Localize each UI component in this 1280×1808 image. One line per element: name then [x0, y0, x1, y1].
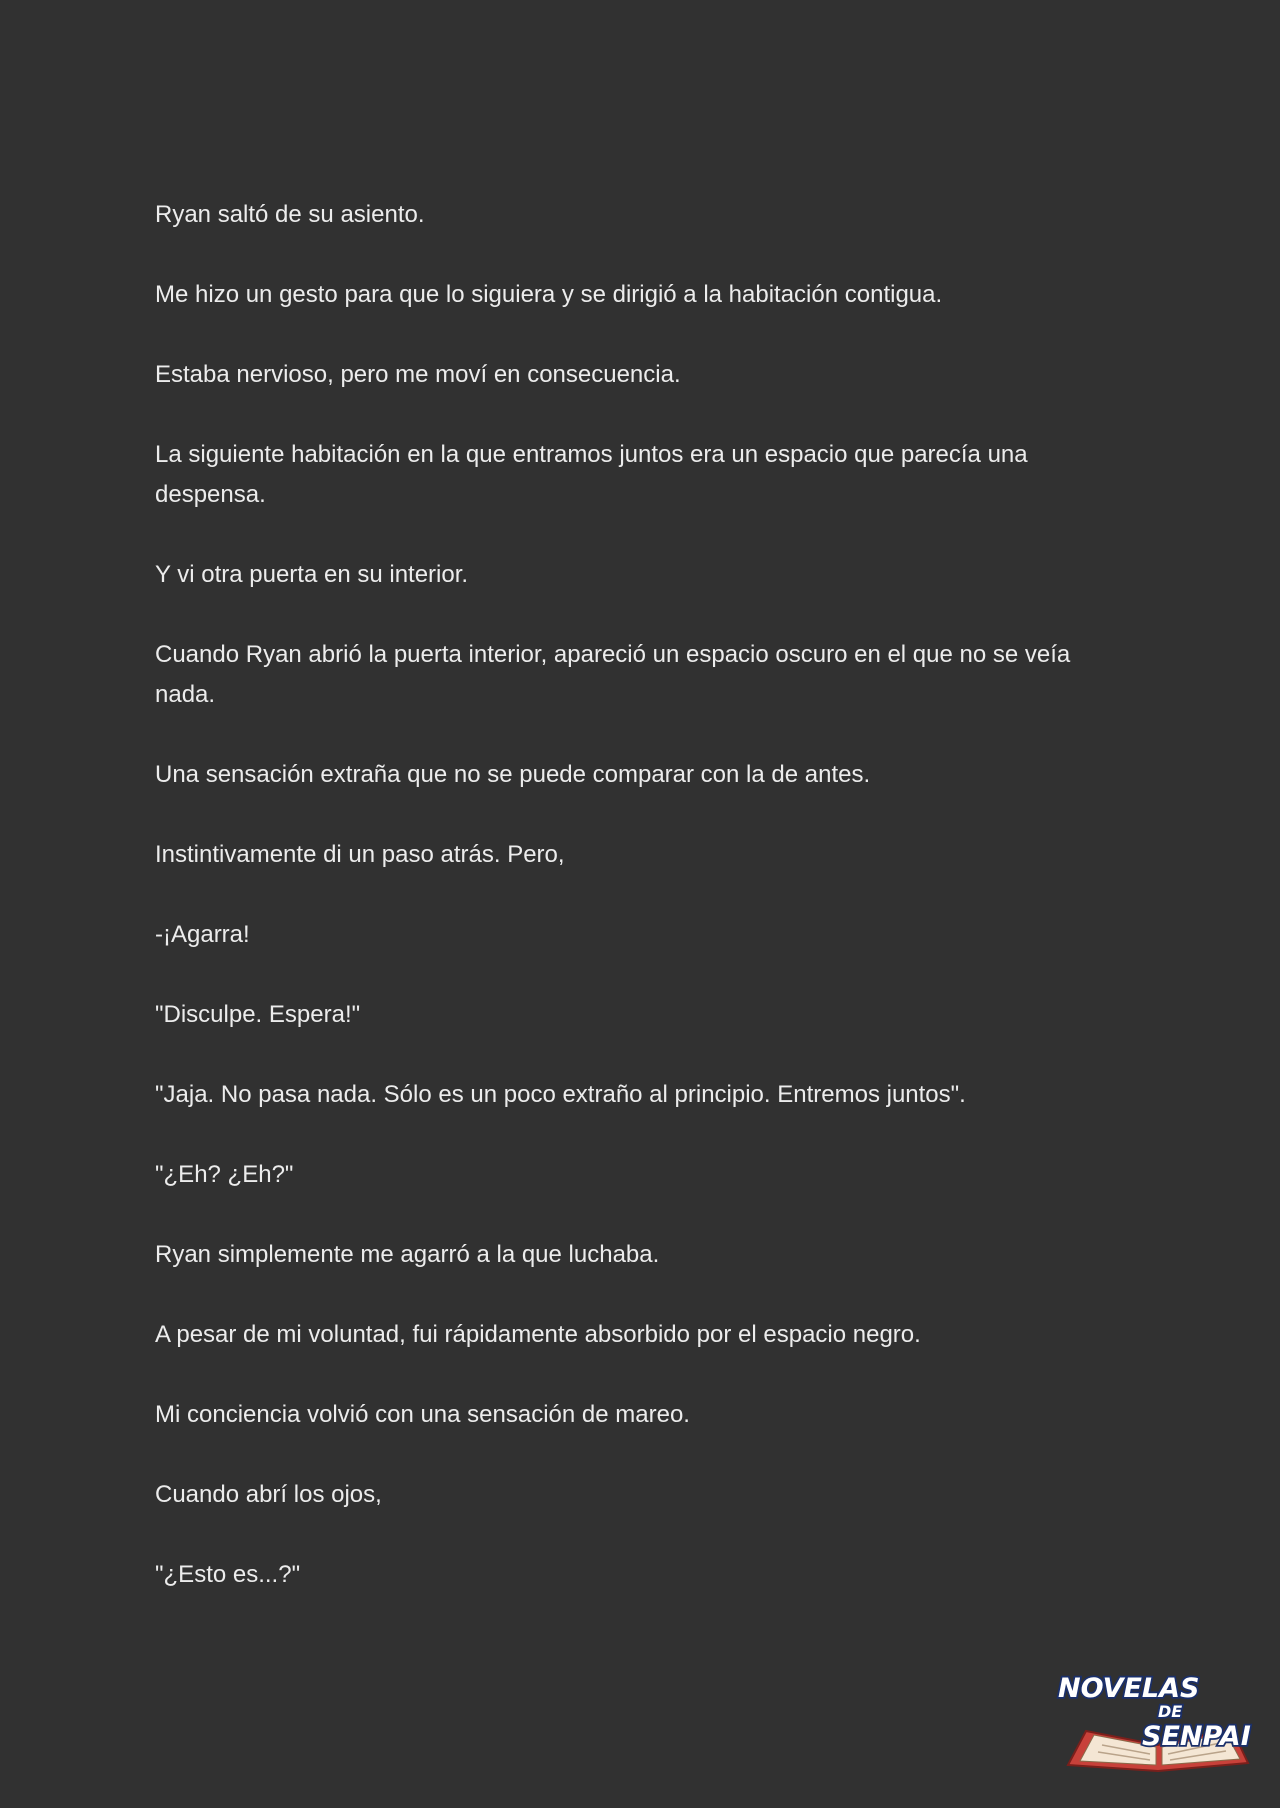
paragraph: Mi conciencia volvió con una sensación de mareo.	[155, 1401, 690, 1428]
paragraph: Ryan simplemente me agarró a la que luchaba.	[155, 1241, 660, 1268]
paragraph: Cuando Ryan abrió la puerta interior, apareció un espacio oscuro en el que no se veía nada.	[155, 641, 1071, 708]
paragraph: Me hizo un gesto para que lo siguiera y se dirigió a la habitación contigua.	[155, 281, 943, 308]
logo-word-novelas: NOVELAS	[1058, 1673, 1200, 1704]
paragraph: Estaba nervioso, pero me moví en consecuencia.	[155, 361, 681, 388]
logo-graphic	[1050, 1665, 1260, 1775]
logo-word-de: DE	[1158, 1702, 1183, 1721]
chapter-text	[155, 195, 1120, 1635]
paragraph: "Disculpe. Espera!"	[155, 1001, 361, 1028]
paragraph: A pesar de mi voluntad, fui rápidamente absorbido por el espacio negro.	[155, 1321, 921, 1348]
paragraph: "¿Esto es...?"	[155, 1561, 301, 1588]
novelas-de-senpai-logo	[1050, 1665, 1260, 1775]
paragraph: Instintivamente di un paso atrás. Pero,	[155, 841, 565, 868]
paragraph: Ryan saltó de su asiento.	[155, 201, 425, 228]
paragraph: Y vi otra puerta en su interior.	[155, 561, 469, 588]
paragraph: -¡Agarra!	[155, 921, 250, 948]
paragraph: La siguiente habitación en la que entramos juntos era un espacio que parecía una despensa.	[155, 441, 1028, 508]
paragraph: Cuando abrí los ojos,	[155, 1481, 382, 1508]
paragraph: Una sensación extraña que no se puede comparar con la de antes.	[155, 761, 871, 788]
paragraph: "Jaja. No pasa nada. Sólo es un poco extraño al principio. Entremos juntos".	[155, 1081, 966, 1108]
logo-word-senpai: SENPAI	[1142, 1721, 1251, 1752]
paragraph: "¿Eh? ¿Eh?"	[155, 1161, 294, 1188]
